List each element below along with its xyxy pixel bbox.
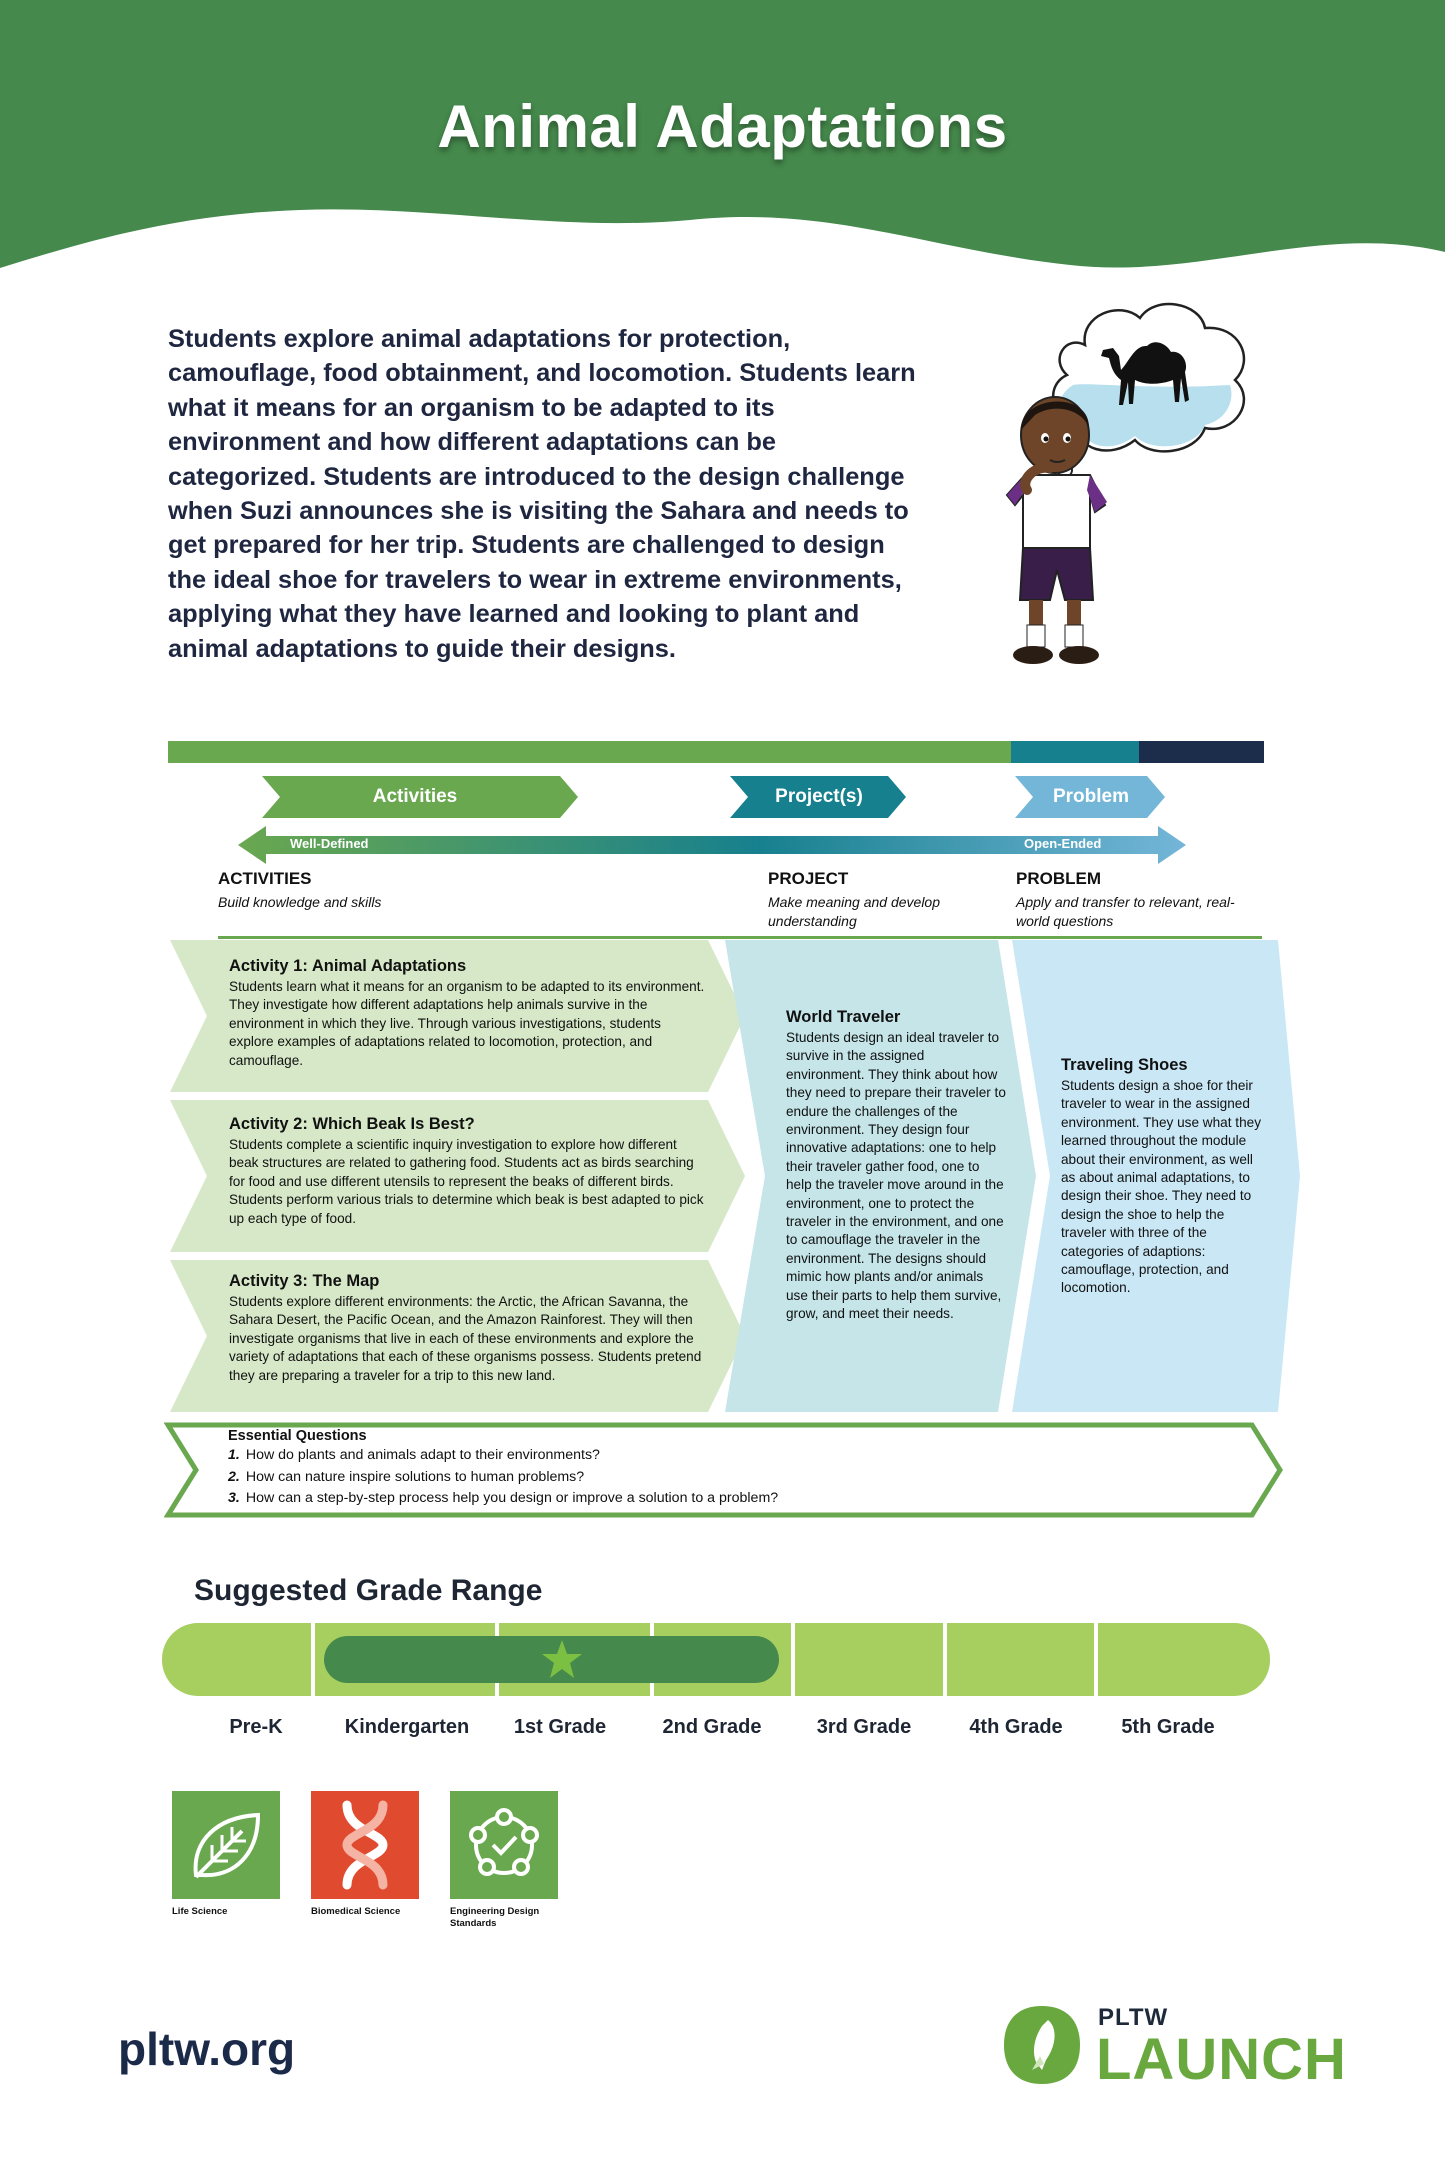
- grade-label-1st: 1st Grade: [513, 1716, 607, 1738]
- life-science-tile: [172, 1791, 280, 1899]
- activity-3-title: Activity 3: The Map: [229, 1272, 380, 1290]
- dna-icon: [311, 1791, 419, 1899]
- activity-2-title: Activity 2: Which Beak Is Best?: [229, 1115, 475, 1133]
- activities-subheading: Build knowledge and skills: [218, 894, 382, 910]
- columns-divider: [218, 936, 1262, 939]
- activity-1: [229, 957, 707, 1070]
- star-icon: [540, 1638, 584, 1680]
- problem-tag-label: Problem: [1052, 786, 1130, 807]
- projects-tag-label: Project(s): [775, 786, 863, 807]
- essential-question-1: 1. How do plants and animals adapt to their environments?: [228, 1447, 600, 1463]
- engineering-design-label: Engineering Design Standards: [450, 1906, 540, 1929]
- intro-paragraph: Students explore animal adaptations for protection, camouflage, food obtainment, and locomotion. Students learn what it means for an organism to be adapted to its environment and how different adaptations can be categorized. Students are introduced to the design challenge when Suzi announces she is visiting the Sahara and needs to get prepared for her trip. Students are challenged to design the ideal shoe for travelers to wear in extreme environments, applying what they have learned and looking to plant and animal adaptations to guide their designs.: [168, 325, 916, 663]
- essential-question-2: 2. How can nature inspire solutions to human problems?: [228, 1468, 585, 1485]
- activity-1-title: Activity 1: Animal Adaptations: [229, 957, 467, 975]
- progression-bar: [168, 741, 1264, 763]
- grade-label-3rd: 3rd Grade: [816, 1716, 912, 1738]
- activities-heading: ACTIVITIES: [218, 869, 312, 888]
- grade-label-4th: 4th Grade: [969, 1716, 1063, 1738]
- project-text: Students design an ideal traveler to survive in the assigned environment. They think about how they need to prepare their traveler to endure the challenges of the environment. They design four innovative adaptations: one to help their traveler gather food, one to help the traveler move around in the environment, one to protect the traveler in the environment, and one to camouflage the traveler in the environment. The designs should mimic how plants and/or animals use their parts to help them survive, grow, and meet their needs.: [786, 1030, 1006, 1322]
- activities-tag-label: Activities: [372, 786, 458, 807]
- grade-label-5th: 5th Grade: [1121, 1716, 1215, 1738]
- well-defined-label: Well-Defined: [290, 836, 369, 851]
- engineering-design-tile: [450, 1791, 558, 1899]
- cycle-check-icon: [450, 1791, 558, 1899]
- activity-3: [229, 1272, 707, 1385]
- project-heading: PROJECT: [768, 869, 849, 888]
- site-url[interactable]: pltw.org: [118, 2023, 296, 2075]
- biomedical-science-label: Biomedical Science: [311, 1906, 401, 1917]
- brand-launch: LAUNCH: [1096, 2027, 1347, 2092]
- brand-pltw: PLTW: [1098, 2004, 1169, 2031]
- grade-range-bar: [162, 1623, 1270, 1696]
- activity-3-text: Students explore different environments: the Arctic, the African Savanna, the Sahara Desert, the Pacific Ocean, and the Amazon Rainforest. They will then investigate organisms that live in each of these environments and explore the variety of adaptations that each of these organisms possess. Students pretend they are preparing a traveler for a trip to this new land.: [229, 1294, 702, 1383]
- grade-label-kindergarten: Kindergarten: [344, 1716, 470, 1738]
- open-ended-label: Open-Ended: [1024, 836, 1102, 851]
- child-thinking-illustration: [995, 290, 1255, 680]
- activity-2: [229, 1115, 707, 1228]
- problem-title: Traveling Shoes: [1061, 1056, 1188, 1074]
- page-title: Animal Adaptations: [437, 93, 1008, 160]
- leaf-icon: [172, 1791, 280, 1899]
- project-panel: [786, 1008, 1006, 1324]
- grade-label-prek: Pre-K: [229, 1716, 283, 1738]
- essential-questions-title: Essential Questions: [228, 1428, 367, 1444]
- problem-subheading: Apply and transfer to relevant, real-world questions: [1016, 894, 1235, 929]
- grade-label-2nd: 2nd Grade: [662, 1716, 762, 1738]
- pltw-launch-logo-icon: [1002, 2004, 1082, 2086]
- essential-questions: [228, 1428, 1128, 1510]
- problem-text: Students design a shoe for their traveler to wear in the assigned environment. They use what they learned throughout the module about their environment, as well as about animal adaptations, to design their shoe. They need to design the shoe to help the traveler with three of the categories of adaptions: camouflage, protection, and locomotion.: [1061, 1078, 1261, 1296]
- problem-panel: [1061, 1056, 1261, 1298]
- problem-heading: PROBLEM: [1016, 869, 1101, 888]
- biomedical-science-tile: [311, 1791, 419, 1899]
- life-science-label: Life Science: [172, 1906, 228, 1917]
- activity-1-text: Students learn what it means for an organism to be adapted to its environment. They investigate how different adaptations help animals survive in the environment in which they live. Through various investigations, students explore examples of adaptations related to locomotion, protection, and camouflage.: [229, 979, 705, 1068]
- activity-2-text: Students complete a scientific inquiry investigation to explore how different beak structures are related to gathering food. Students act as birds searching for food and use different utensils to represent the beaks of different birds. Students perform various trials to determine which beak is best adapted to pick up each type of food.: [229, 1137, 704, 1226]
- project-title: World Traveler: [786, 1008, 901, 1026]
- project-subheading: Make meaning and develop understanding: [768, 894, 941, 929]
- grade-range-title: Suggested Grade Range: [194, 1574, 543, 1607]
- essential-question-3: 3. How can a step-by-step process help you design or improve a solution to a problem?: [228, 1490, 779, 1506]
